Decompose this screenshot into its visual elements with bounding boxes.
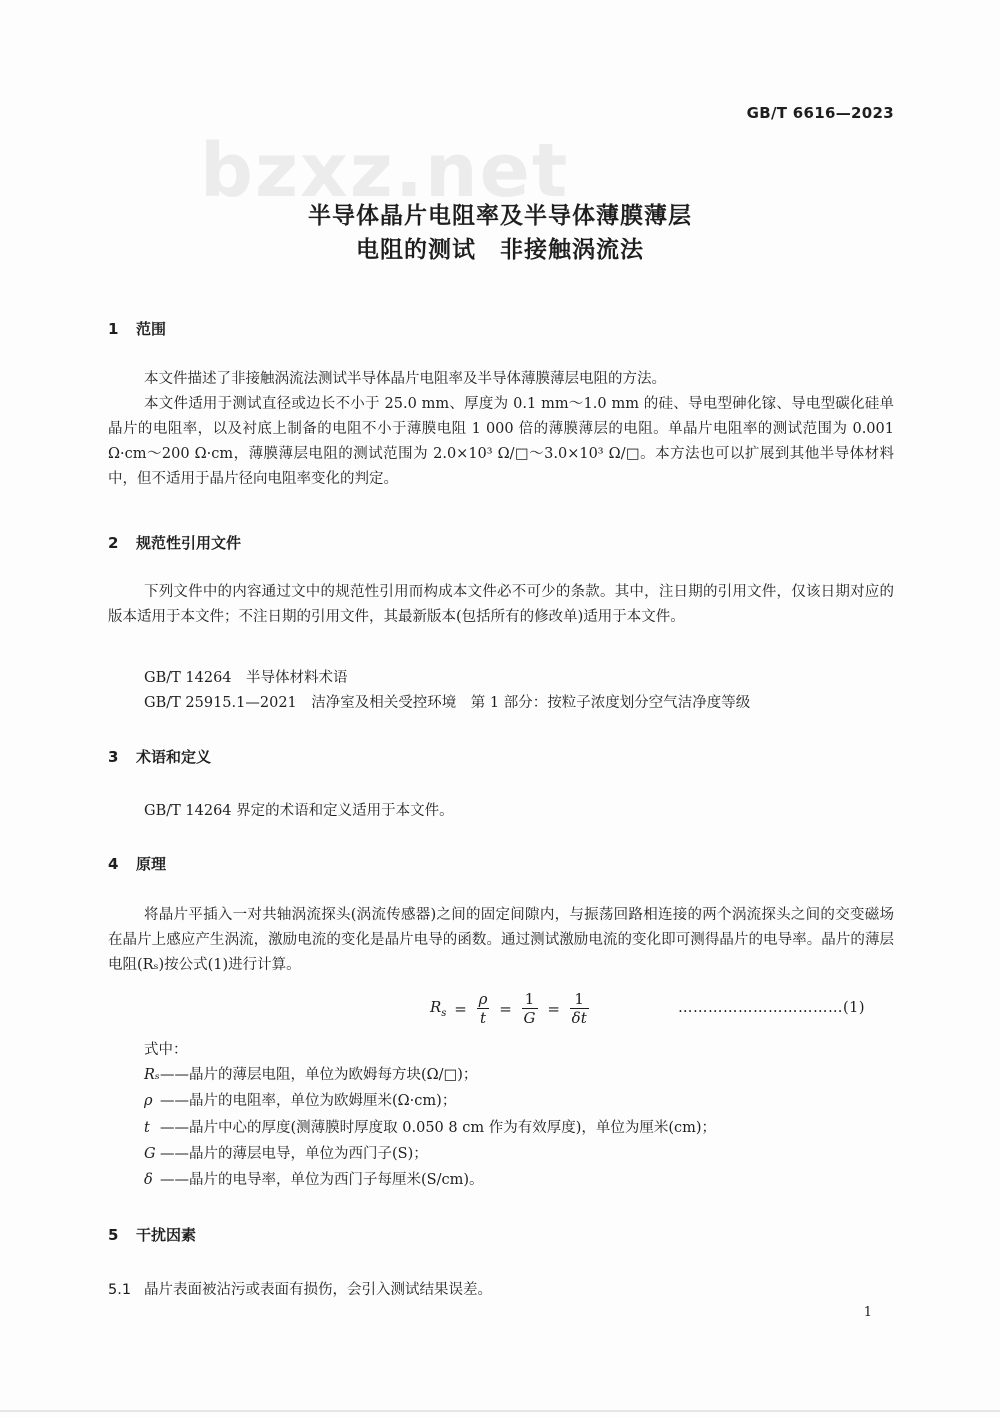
clause-5-1 — [108, 1278, 492, 1299]
standard-code: GB/T 6616—2023 — [746, 104, 894, 122]
formula-fraction-1-g: $\frac{1}{G}$ — [523, 990, 536, 1027]
clause-text: 晶片表面被沾污或表面有损伤，会引入测试结果误差。 — [144, 1282, 492, 1298]
page-edge — [0, 1410, 1000, 1412]
section-title: 术语和定义 — [136, 748, 212, 766]
section-title: 干扰因素 — [136, 1226, 197, 1244]
formula-lhs: $R_s$ — [430, 998, 447, 1019]
scope-paragraph-1: 本文件描述了非接触涡流法测试半导体晶片电阻率及半导体薄膜薄层电阻的方法。 — [144, 371, 666, 387]
symbol-definition: t ——晶片中心的厚度(测薄膜时厚度取 0.050 8 cm 作为有效厚度)，单位为厘米(cm)； — [144, 1120, 717, 1136]
section-title: 规范性引用文件 — [136, 534, 242, 552]
where-label: 式中： — [144, 1042, 188, 1058]
section-number: 5 — [108, 1226, 119, 1244]
symbol-definition: Rₛ——晶片的薄层电阻，单位为欧姆每方块(Ω/□)； — [144, 1067, 478, 1083]
clause-number: 5.1 — [108, 1282, 132, 1298]
formula-fraction-rho-t: $\frac{\rho}{t}$ — [478, 990, 488, 1027]
section-heading-interference — [108, 1224, 196, 1245]
symbol-definition: δ ——晶片的电导率，单位为西门子每厘米(S/cm)。 — [144, 1172, 484, 1188]
references-intro — [108, 580, 894, 630]
reference-item-2: GB/T 25915.1—2021 洁净室及相关受控环境 第 1 部分：按粒子浓度划分空气洁净度等级 — [144, 695, 751, 711]
scope-paragraph-2: 本文件适用于测试直径或边长不小于 25.0 mm、厚度为 0.1 mm～1.0 mm 的硅、导电型砷化镓、导电型碳化硅单晶片的电阻率，以及衬底上制备的电阻不小于薄膜电阻 1 000 倍的薄膜薄层的电阻。单晶片电阻率的测试范围为 0.001 Ω·cm～200 Ω·cm，薄膜薄层电阻的测试范围为 2.0×10³ Ω/□～3.0×10³ Ω/□。本方法也可以扩展到其他半导体材料中，但不适用于晶片径向电阻率变化的判定。 — [108, 396, 894, 487]
section-title: 原理 — [136, 855, 167, 873]
section-heading-scope — [108, 318, 166, 339]
terms-text: GB/T 14264 界定的术语和定义适用于本文件。 — [144, 803, 454, 819]
principle-paragraph: 将晶片平插入一对共轴涡流探头(涡流传感器)之间的固定间隙内，与振荡回路相连接的两个涡流探头之间的交变磁场在晶片上感应产生涡流，激励电流的变化是晶片电导的函数。通过测试激励电流的变化即可测得晶片的电导率。晶片的薄层电阻(Rₛ)按公式(1)进行计算。 — [108, 907, 894, 973]
symbol-definition: ρ ——晶片的电阻率，单位为欧姆厘米(Ω·cm)； — [144, 1093, 457, 1109]
formula-fraction-1-deltat: $\frac{1}{\delta t}$ — [571, 990, 587, 1027]
section-title: 范围 — [136, 320, 167, 338]
principle-paragraph-block — [108, 903, 894, 978]
equation-number: ……………………………(1) — [678, 1000, 866, 1016]
document-title-line2: 电阻的测试 非接触涡流法 — [356, 237, 644, 263]
section-number: 3 — [108, 748, 119, 766]
section-heading-references — [108, 532, 241, 553]
reference-item-1: GB/T 14264 半导体材料术语 — [144, 670, 348, 686]
section-heading-terms — [108, 746, 211, 767]
references-paragraph: 下列文件中的内容通过文中的规范性引用而构成本文件必不可少的条款。其中，注日期的引用文件，仅该日期对应的版本适用于本文件；不注日期的引用文件，其最新版本(包括所有的修改单)适用于本文件。 — [108, 584, 894, 625]
section-number: 4 — [108, 855, 119, 873]
section-number: 2 — [108, 534, 119, 552]
formula-1: $R_s$ = $\frac{\rho}{t}$ = $\frac{1}{G}$ = $\frac{1}{\delta t}$ — [430, 990, 587, 1027]
document-title-line1: 半导体晶片电阻率及半导体薄膜薄层 — [308, 203, 692, 229]
watermark: bzxz.net — [200, 128, 570, 214]
scope-paragraphs — [108, 367, 894, 492]
symbol-definition: G ——晶片的薄层电导，单位为西门子(S)； — [144, 1146, 428, 1162]
section-heading-principle — [108, 853, 166, 874]
section-number: 1 — [108, 320, 119, 338]
page-number: 1 — [863, 1305, 872, 1320]
